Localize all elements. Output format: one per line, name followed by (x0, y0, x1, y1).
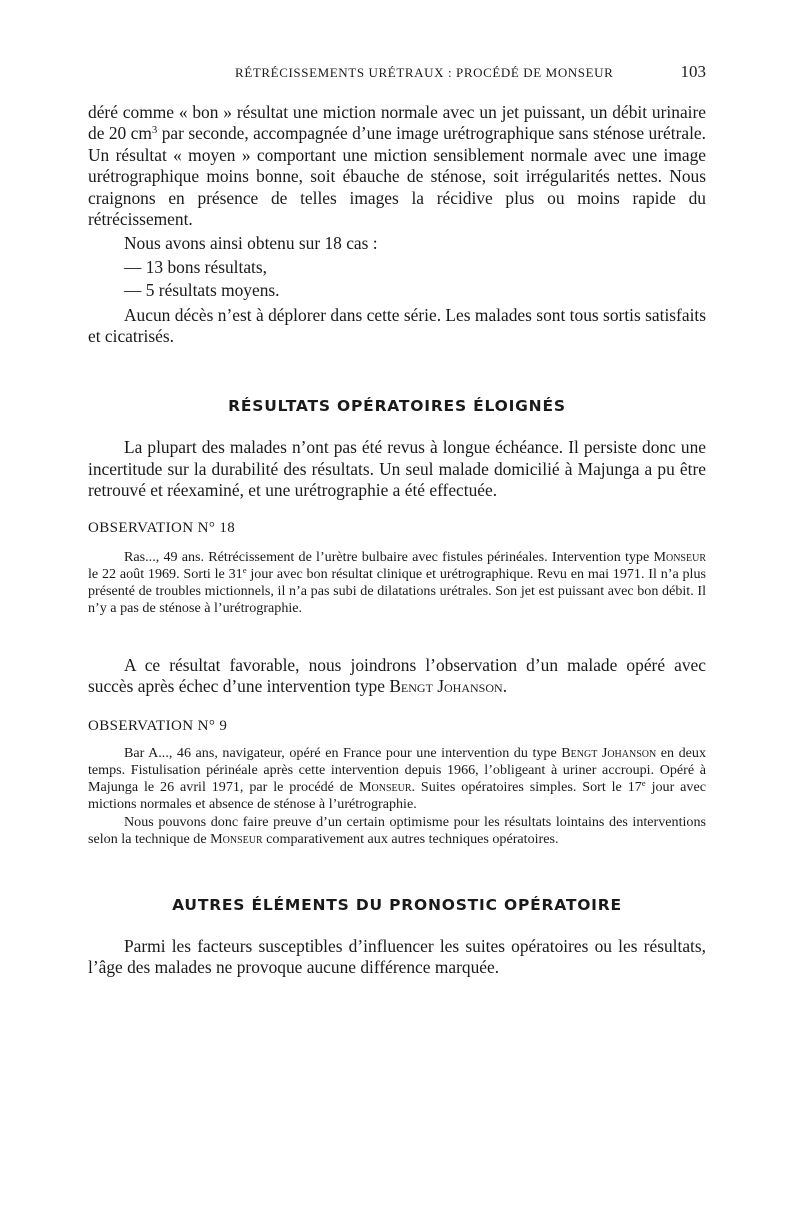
optimism-paragraph: Nous pouvons donc faire preuve d’un certain optimisme pour les résultats lointains des interventions selon la technique de Monseur comparativement aux autres techniques opératoires. (88, 813, 706, 847)
observation-9-text: Bar A..., 46 ans, navigateur, opéré en France pour une intervention du type Bengt Johanson en deux temps. Fistulisation périnéale après cette intervention depuis 1966, l’obligeant à uriner accroupi. Opéré à Majunga le 26 avril 1971, par le procédé de Monseur. Suites opératoires simples. Sort le 17e jour avec mictions normales et absence de sténose à l’urétrographie. (88, 744, 707, 812)
results-intro-paragraph: Nous avons ainsi obtenu sur 18 cas : (124, 233, 378, 254)
observation-18-label: OBSERVATION N° 18 (88, 519, 236, 536)
observation-18-text: Ras..., 49 ans. Rétrécissement de l’urètre bulbaire avec fistules périnéales. Intervention type Monseur le 22 août 1969. Sorti le 31e jour avec bon résultat clinique et urétrographique. Revu en mai 1971. Il n’a plus présenté de troubles mictionnels, il n’a pas subi de dilatations urétrales. Son jet est puissant avec bon débit. Il n’y a pas de sténose à l’urétrographie. (88, 548, 706, 616)
mortality-paragraph: Aucun décès n’est à déplorer dans cette série. Les malades sont tous sortis satisfaits et cicatrisés. (88, 304, 706, 347)
section-heading-long-term-results: RÉSULTATS OPÉRATOIRES ÉLOIGNÉS (228, 397, 566, 416)
list-item: — 13 bons résultats, (124, 256, 267, 277)
document-page (88, 62, 706, 978)
page-number: 103 (680, 62, 706, 81)
observation-9-label: OBSERVATION N° 9 (88, 717, 228, 734)
running-head (88, 62, 706, 90)
long-term-paragraph: La plupart des malades n’ont pas été revus à longue échéance. Il persiste donc une incertitude sur la durabilité des résultats. Un seul malade domicilié à Majunga a pu être retrouvé et réexaminé, et une urétrographie a été effectuée. (88, 437, 706, 501)
transition-paragraph: A ce résultat favorable, nous joindrons l’observation d’un malade opéré avec succès après échec d’une intervention type Bengt Johanson. (88, 654, 706, 697)
results-list (88, 257, 706, 302)
list-item: — 5 résultats moyens. (124, 280, 280, 301)
running-head-title: RÉTRÉCISSEMENTS URÉTRAUX : PROCÉDÉ DE MONSEUR (235, 65, 614, 80)
prognostic-factors-paragraph: Parmi les facteurs susceptibles d’influencer les suites opératoires ou les résultats, l’âge des malades ne provoque aucune différence marquée. (88, 935, 706, 977)
intro-paragraph: déré comme « bon » résultat une miction normale avec un jet puissant, un débit urinaire de 20 $cm^3$ par seconde, accompagnée d’une image urétrographique sans sténose urétrale. Un résultat « moyen » comportant une miction sensiblement normale avec une image urétrographique moins bonne, soit ébauche de sténose, soit irrégularités nettes. Nous craignons en présence de telles images la récidive plus ou moins rapide du rétrécissement. (88, 102, 707, 230)
section-heading-other-prognostic-factors: AUTRES ÉLÉMENTS DU PRONOSTIC OPÉRATOIRE (172, 895, 622, 914)
